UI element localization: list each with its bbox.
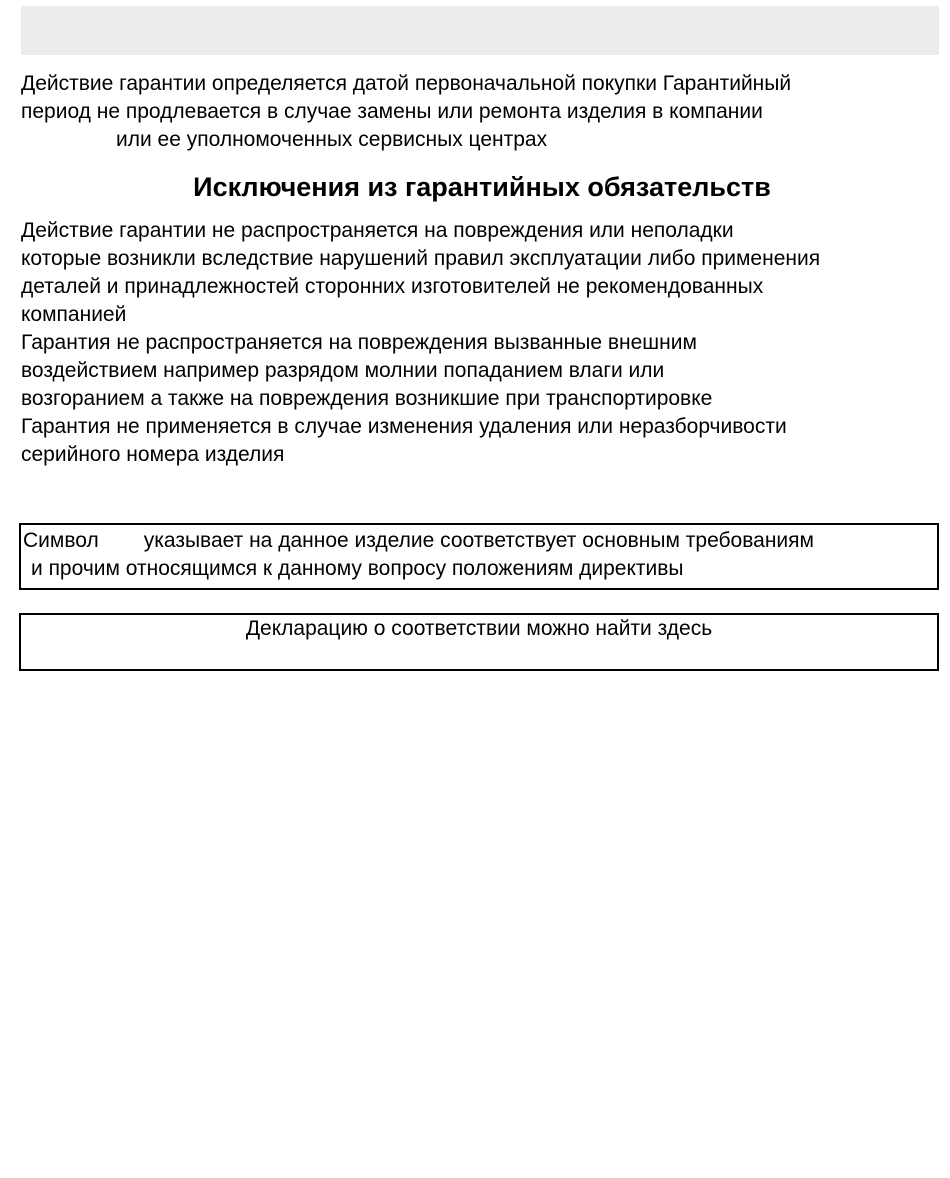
exclusions-line: Гарантия не распространяется на повреждения вызванные внешним (21, 331, 697, 354)
exclusions-body (21, 217, 941, 469)
warranty-intro (21, 70, 941, 154)
exclusions-line: Гарантия не применяется в случае изменения удаления или неразборчивости (21, 415, 787, 438)
symbol-label: Символ (23, 529, 99, 552)
exclusions-line: серийного номера изделия (21, 443, 285, 466)
conformity-text: указывает на данное изделие соответствует основным требованиям (143, 529, 814, 552)
exclusions-line: возгоранием а также на повреждения возникшие при транспортировке (21, 387, 713, 410)
declaration-text: Декларацию о соответствии можно найти здесь (245, 617, 713, 640)
exclusions-line: воздействием например разрядом молнии попаданием влаги или (21, 359, 665, 382)
header-band (21, 6, 939, 55)
exclusions-line: деталей и принадлежностей сторонних изготовителей не рекомендованных (21, 275, 764, 298)
intro-line: или ее уполномоченных сервисных центрах (116, 128, 548, 151)
conformity-box (19, 523, 939, 590)
exclusions-heading: Исключения из гарантийных обязательств (193, 172, 771, 202)
intro-line: период не продлевается в случае замены или ремонта изделия в компании (21, 100, 763, 123)
exclusions-line: компанией (21, 303, 127, 326)
conformity-line: и прочим относящимся к данному вопросу положениям директивы (31, 557, 684, 580)
exclusions-line: Действие гарантии не распространяется на повреждения или неполадки (21, 219, 734, 242)
conformity-line (23, 527, 937, 555)
declaration-box (19, 613, 939, 671)
exclusions-line: которые возникли вследствие нарушений правил эксплуатации либо применения (21, 247, 821, 270)
intro-line: Действие гарантии определяется датой первоначальной покупки Гарантийный (21, 72, 792, 95)
